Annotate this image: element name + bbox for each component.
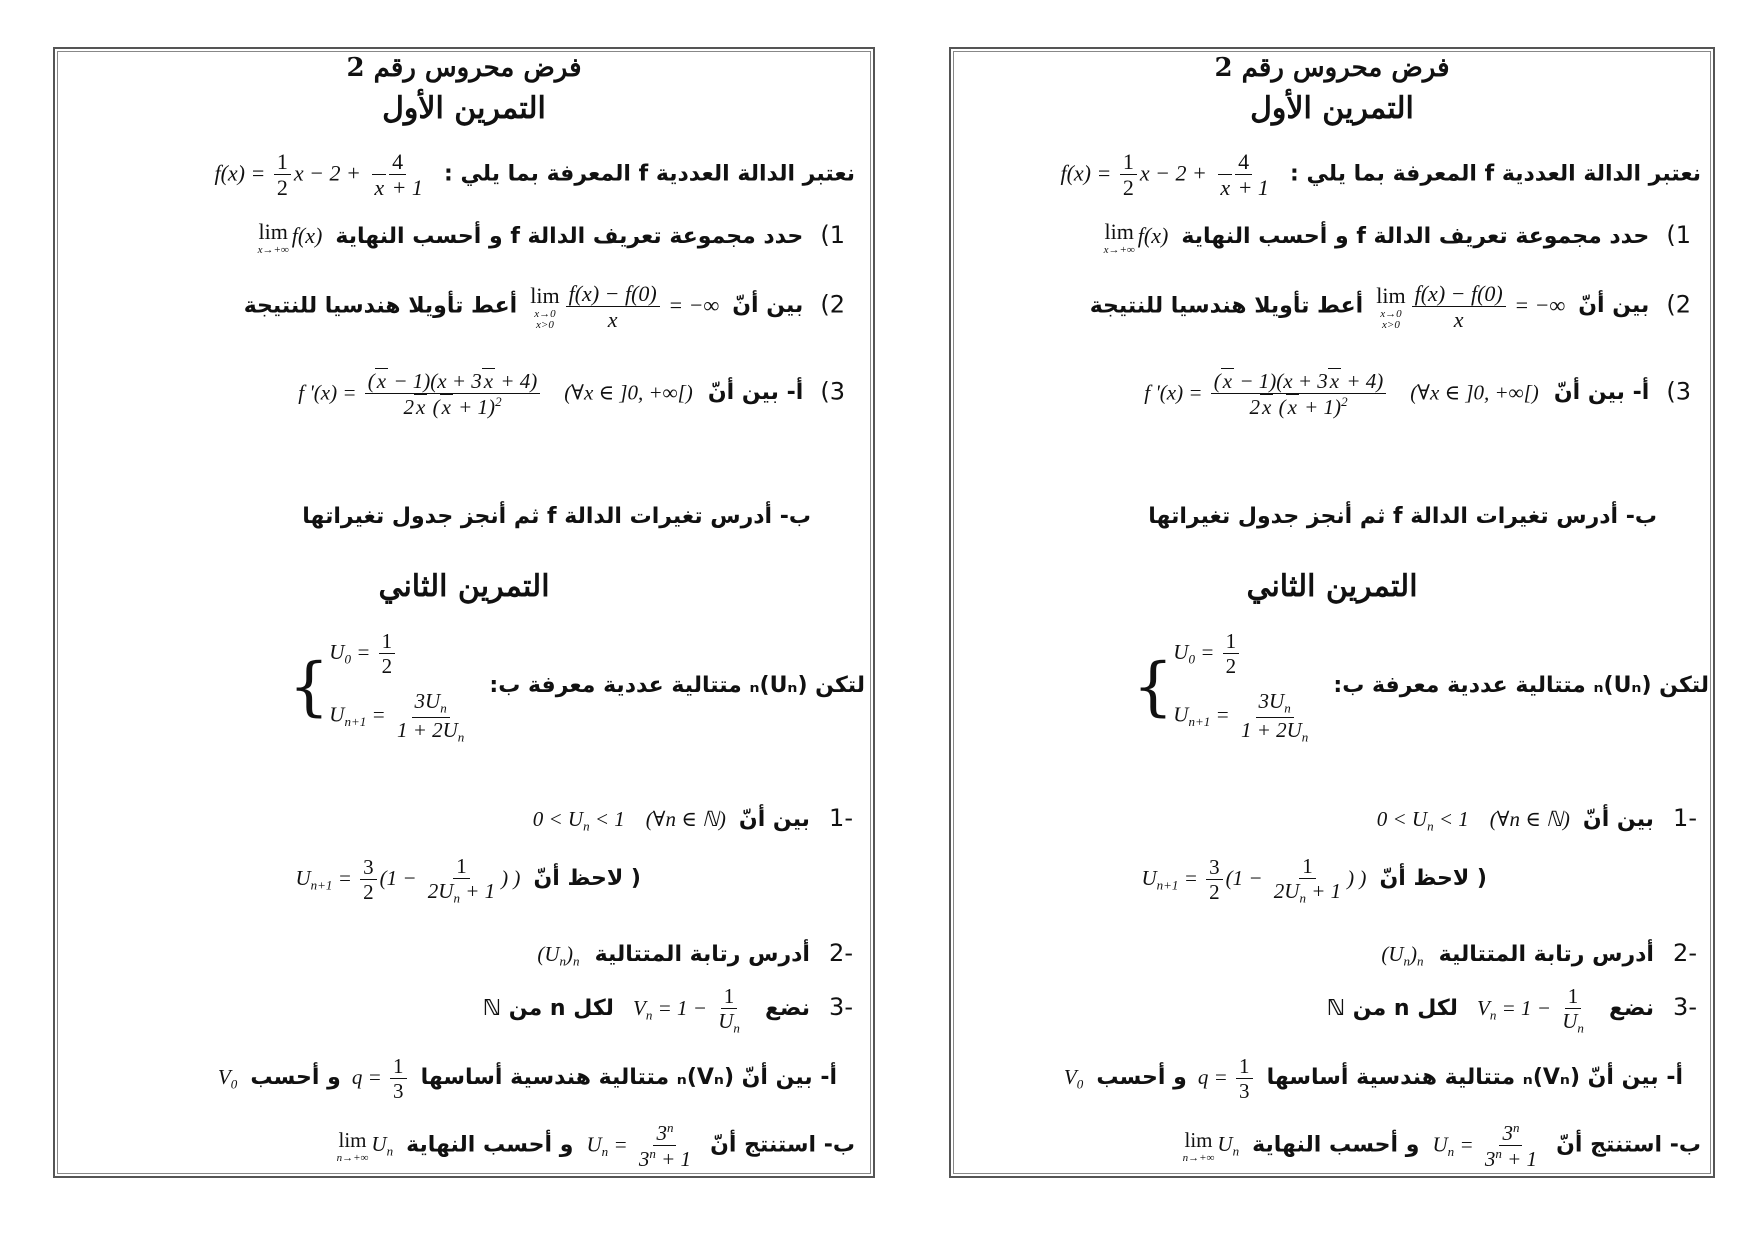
exercise-2-title: التمرين الثاني	[1246, 569, 1418, 604]
exercise-2-title: التمرين الثاني	[378, 569, 550, 604]
sheet-title: فرض محروس رقم 2	[1214, 53, 1450, 83]
ex1-intro: نعتبر الدالة العددية f المعرفة بما يلي : f(x) = $\frac{1}{2}$ x − 2 + $\frac{4}{x + 1}$	[214, 149, 855, 201]
ex1-question-1: 1) حدد مجموعة تعريف الدالة f و أحسب النهاية lim x→+∞ f(x)	[257, 219, 845, 256]
ex2-intro: لتكن (Uₙ)ₙ متتالية عددية معرفة ب: { $U_0$ = $\frac{1}{2}$ $U_{n+1}$ = $\frac{3U_n}{1 + 2U_n}$	[288, 629, 865, 745]
ex1-question-3b: ب- أدرس تغيرات الدالة f ثم أنجز جدول تغيراتها	[302, 504, 811, 529]
exam-sheet-left	[53, 47, 875, 1178]
ex2-question-1: -1 بين أنّ $0 < U_n < 1$ (∀n ∈ ℕ)	[532, 804, 853, 834]
ex2-question-3: -3 نضع $V_n = 1$ − $\frac{1}{U_n}$ لكل n من ℕ	[1326, 984, 1697, 1036]
ex2-question-3a: أ- بين أنّ (Vₙ)ₙ متتالية هندسية أساسها q = $\frac{1}{3}$ و أحسب $V_0$	[1063, 1054, 1683, 1104]
ex2-question-2: -2 أدرس رتابة المتتالية $(U_n)_n$	[1381, 939, 1697, 969]
ex2-question-1: -1 بين أنّ $0 < U_n < 1$ (∀n ∈ ℕ)	[1376, 804, 1697, 834]
ex1-question-1: 1) حدد مجموعة تعريف الدالة f و أحسب النهاية lim x→+∞ f(x)	[1103, 219, 1691, 256]
ex2-question-3a: أ- بين أنّ (Vₙ)ₙ متتالية هندسية أساسها q = $\frac{1}{3}$ و أحسب $V_0$	[217, 1054, 837, 1104]
ex1-question-3b: ب- أدرس تغيرات الدالة f ثم أنجز جدول تغيراتها	[1148, 504, 1657, 529]
ex1-question-3a: 3) أ- بين أنّ f '(x) = $\frac{(x - 1)(x + 3x + 4)}{2x (x + 1)^2}$ (∀x ∈ ]0, +∞[)	[298, 369, 845, 419]
ex2-question-3b: ب- استنتج أنّ $U_n$ = $\frac{3^n}{3^n + 1}$ و أحسب النهاية lim n→+∞ $U_n$	[1182, 1120, 1701, 1171]
ex2-question-3b: ب- استنتج أنّ $U_n$ = $\frac{3^n}{3^n + 1}$ و أحسب النهاية lim n→+∞ $U_n$	[336, 1120, 855, 1171]
exercise-1-title: التمرين الأول	[1250, 91, 1414, 126]
ex1-question-2: 2) بين أنّ lim x→0 x>0 $\frac{f(x) - f(0)}{x}$ = −∞ أعط تأويلا هندسيا للنتيجة	[1089, 281, 1691, 333]
ex1-intro: نعتبر الدالة العددية f المعرفة بما يلي : f(x) = $\frac{1}{2}$ x − 2 + $\frac{4}{x + 1}$	[1060, 149, 1701, 201]
ex2-hint: ( لاحظ أنّ $U_{n+1}$ = $\frac{3}{2}$ (1 − $\frac{1}{2U_n + 1}$ ) )	[295, 854, 641, 906]
ex2-hint: ( لاحظ أنّ $U_{n+1}$ = $\frac{3}{2}$ (1 − $\frac{1}{2U_n + 1}$ ) )	[1141, 854, 1487, 906]
ex1-question-3a: 3) أ- بين أنّ f '(x) = $\frac{(x - 1)(x + 3x + 4)}{2x (x + 1)^2}$ (∀x ∈ ]0, +∞[)	[1144, 369, 1691, 419]
ex2-question-3: -3 نضع $V_n = 1$ − $\frac{1}{U_n}$ لكل n من ℕ	[482, 984, 853, 1036]
ex2-intro: لتكن (Uₙ)ₙ متتالية عددية معرفة ب: { $U_0$ = $\frac{1}{2}$ $U_{n+1}$ = $\frac{3U_n}{1 + 2U_n}$	[1132, 629, 1709, 745]
ex1-question-2: 2) بين أنّ lim x→0 x>0 $\frac{f(x) - f(0)}{x}$ = −∞ أعط تأويلا هندسيا للنتيجة	[243, 281, 845, 333]
sheet-title: فرض محروس رقم 2	[346, 53, 582, 83]
ex2-question-2: -2 أدرس رتابة المتتالية $(U_n)_n$	[537, 939, 853, 969]
exam-sheet-right	[949, 47, 1715, 1178]
exercise-1-title: التمرين الأول	[382, 91, 546, 126]
